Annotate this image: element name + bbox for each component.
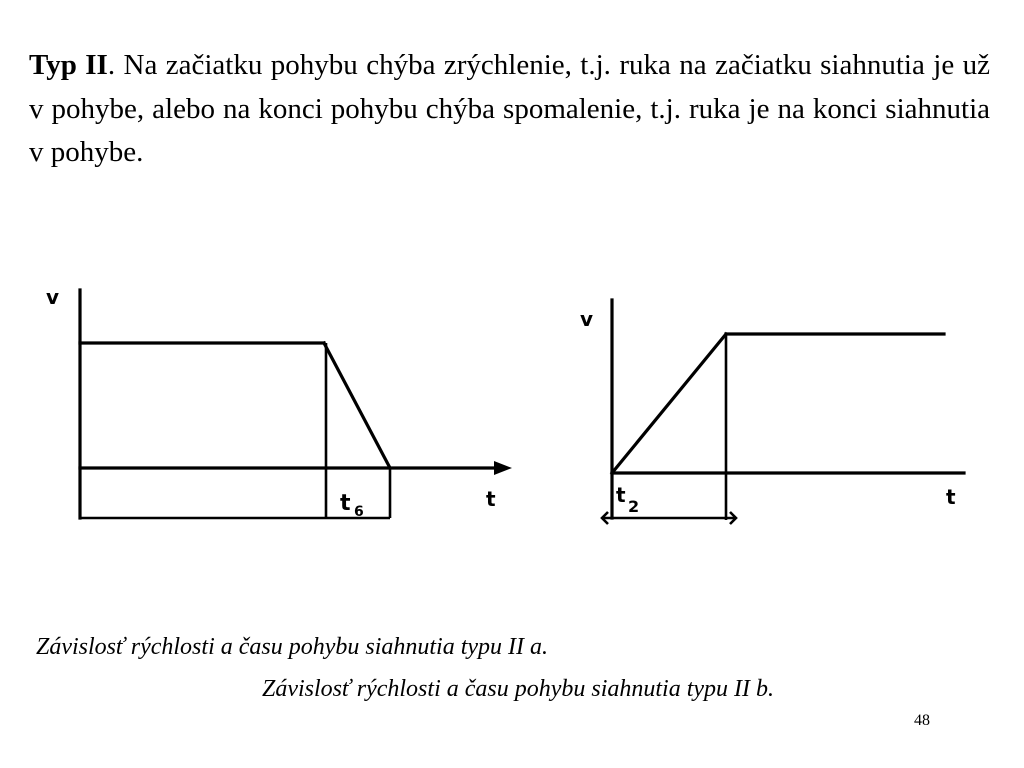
x-axis-arrow	[494, 461, 512, 475]
intro-text: . Na začiatku pohybu chýba zrýchlenie, t.j. ruka na začiatku siahnutia je už v pohybe, alebo na konci pohybu chýba spomalenie, t.j. ruka je na konci siahnutia v pohybe.	[29, 49, 990, 168]
x-axis-label: t	[486, 487, 496, 511]
velocity-decline	[324, 343, 390, 468]
diagram-type-2a	[40, 280, 530, 530]
caption-type-2b: Závislosť rýchlosti a času pohybu siahnutia typu II b.	[262, 676, 775, 702]
y-axis-label: v	[46, 285, 60, 309]
segment-label: t	[616, 483, 626, 507]
segment-label: t	[340, 491, 351, 516]
segment-subscript: 2	[628, 497, 640, 516]
page-number: 48	[914, 712, 930, 729]
caption-type-2a: Závislosť rýchlosti a času pohybu siahnutia typu II a.	[36, 634, 549, 660]
segment-subscript: 6	[354, 504, 364, 520]
intro-lead: Typ II	[29, 49, 108, 81]
y-axis-label: v	[580, 307, 594, 331]
velocity-rise	[612, 334, 726, 473]
diagram-type-2b	[576, 290, 976, 530]
x-axis-label: t	[946, 485, 956, 509]
intro-paragraph	[29, 44, 990, 175]
